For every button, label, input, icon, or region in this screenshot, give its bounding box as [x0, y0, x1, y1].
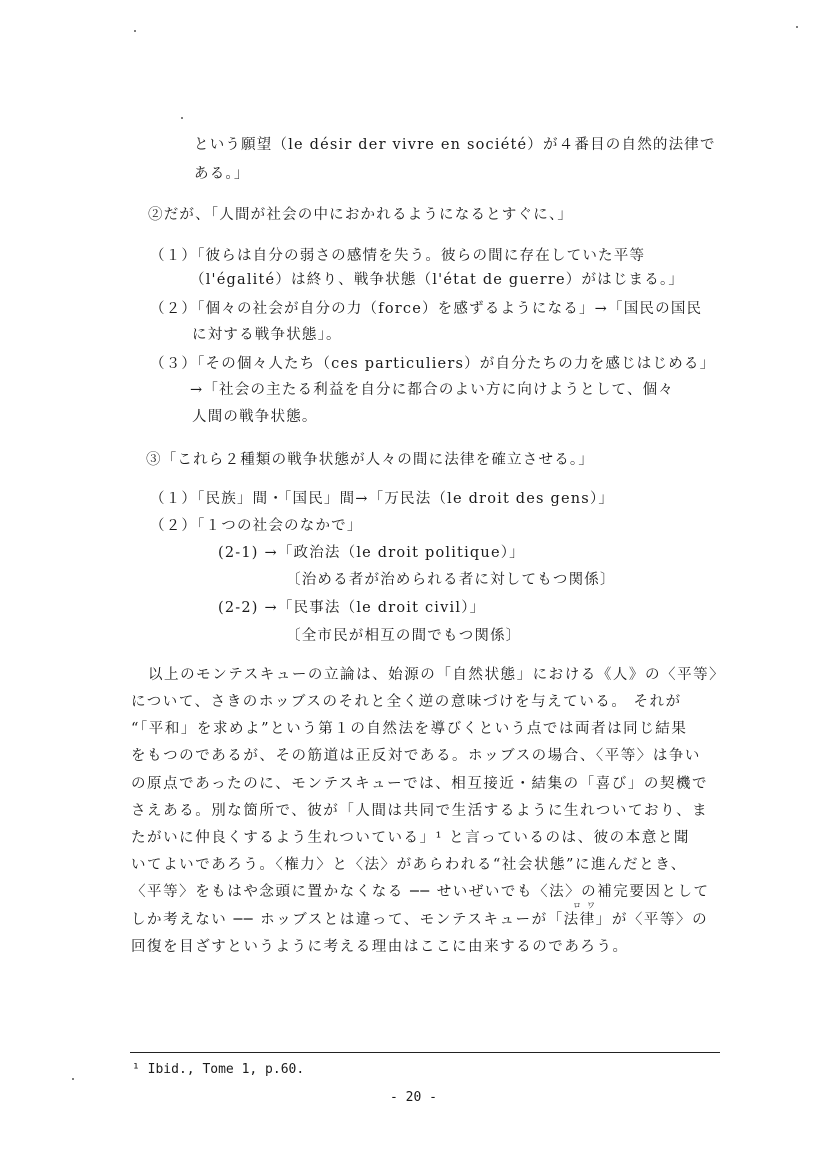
law-item-2-1: (2-1) →「政治法（le droit politique）」 — [218, 545, 525, 561]
paragraph-line-3: “「平和」を求めよ”という第１の自然法を導びくという点では両者は同じ結果 — [131, 721, 688, 737]
law-item-2: （２）「１つの社会のなかで」 — [150, 518, 363, 534]
point-3-heading: ③「これら２種類の戦争状態が人々の間に法律を確立させる。」 — [146, 452, 595, 468]
point-2-heading: ②だが、「人間が社会の中におかれるようになるとすぐに、」 — [148, 207, 574, 223]
law-item-2-2-note: 〔全市民が相互の間でもつ関係〕 — [286, 628, 522, 644]
page-number: - 20 - — [390, 1090, 437, 1105]
paragraph-line-5: の原点であったのに、モンテスキューでは、相互接近・結集の「喜び」の契機で — [131, 776, 709, 792]
scan-speck — [181, 117, 183, 119]
paragraph-line-2: について、さきのホッブスのそれと全く逆の意味づけを与えている。 それが — [131, 694, 682, 710]
scan-speck — [72, 1078, 74, 1080]
item-2-line-1: （２）「個々の社会が自分の力（force）を感ずるようになる」→「国民の国民 — [150, 301, 703, 317]
text-line-1 — [194, 135, 716, 155]
item-3-line-3: 人間の戦争状態。 — [192, 409, 318, 425]
item-1-line-2: （l'égalité）は終り、戦争状態（l'état de guerre）がはじまる。」 — [190, 272, 685, 288]
text-line-1-content: という願望（le désir der vivre en société）が４番目の自然的法律で — [194, 137, 716, 153]
item-3-line-1: （３）「その個々人たち（ces particuliers）が自分たちの力を感じはじめる」 — [150, 356, 716, 372]
paragraph-line-1: 以上のモンテスキューの立論は、始源の「自然状態」における《人》の〈平等〉 — [148, 667, 726, 683]
item-3-line-2: →「社会の主たる利益を自分に都合のよい方に向けようとして、個々 — [190, 382, 675, 398]
paragraph-line-8: いてよいであろう。〈権力〉と〈法〉があらわれる“社会状態”に進んだとき、 — [131, 857, 687, 873]
footnote-rule — [130, 1052, 720, 1053]
paragraph-line-6: さえある。別な箇所で、彼が「人間は共同で生活するように生れついており、ま — [131, 803, 709, 819]
paragraph-line-4: をもつのであるが、その筋道は正反対である。ホッブスの場合、〈平等〉は争い — [131, 748, 701, 764]
paragraph-line-10: しか考えない ── ホッブスとは違って、モンテスキューが「法律」が〈平等〉の — [131, 912, 709, 928]
item-1-line-1: （１）「彼らは自分の弱さの感情を失う。彼らの間に存在していた平等 — [150, 248, 646, 264]
law-item-2-2: (2-2) →「民事法（le droit civil）」 — [218, 600, 486, 616]
law-item-2-1-note: 〔治める者が治められる者に対してもつ関係〕 — [286, 572, 616, 588]
footnote: ¹ Ibid., Tome 1, p.60. — [132, 1062, 305, 1077]
text-line-2: ある。」 — [194, 166, 250, 182]
paragraph-line-9: 〈平等〉をもはや念頭に置かなくなる ── せいぜいでも〈法〉の補完要因として — [131, 884, 710, 900]
paragraph-line-7: たがいに仲良くするよう生れついている」¹ と言っているのは、彼の本意と聞 — [131, 830, 690, 846]
scan-speck — [134, 30, 136, 32]
law-item-1: （１）「民族」間・「国民」間→「万民法（le droit des gens）」 — [150, 491, 615, 507]
paragraph-line-11: 回復を目ざすというように考える理由はここに由来するのであろう。 — [131, 939, 629, 955]
item-2-line-2: に対する戦争状態」。 — [192, 327, 342, 343]
scan-speck — [796, 26, 798, 28]
ruby-annotation: ロワ — [573, 901, 601, 910]
